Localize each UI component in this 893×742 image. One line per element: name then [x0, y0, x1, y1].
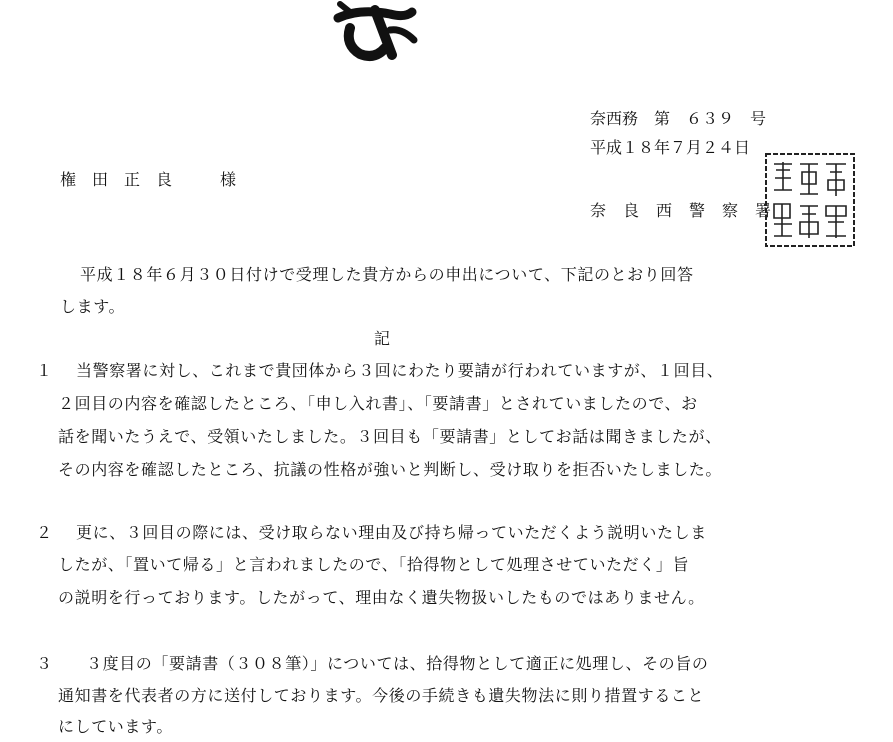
- item-line: にしています。: [58, 717, 173, 736]
- document-number: 奈西務 第 ６３９ 号: [590, 109, 767, 128]
- official-seal-stamp: [760, 150, 860, 250]
- item-line: 当警察署に対し、これまで貴団体から３回にわたり要請が行われていますが、１回目、: [76, 361, 724, 380]
- handwritten-stamp-mark: [330, 0, 420, 62]
- item-number: ３: [36, 654, 53, 673]
- item-number: ２: [36, 523, 53, 542]
- item-line: の説明を行っております。したがって、理由なく遺失物扱いしたものではありません。: [58, 588, 705, 607]
- item-number: １: [36, 361, 53, 380]
- recipient-name: 権 田 正 良 様: [60, 170, 237, 189]
- item-line: したが、「置いて帰る」と言われましたので、「拾得物として処理させていただく」旨: [58, 555, 690, 574]
- item-line: 話を聞いたうえで、受領いたしました。３回目も「要請書」としてお話は聞きましたが、: [58, 427, 722, 446]
- item-line: 更に、３回目の際には、受け取らない理由及び持ち帰っていただくよう説明いたしま: [76, 523, 707, 542]
- intro-line: します。: [60, 297, 126, 316]
- item-line: 通知書を代表者の方に送付しております。今後の手続きも遺失物法に則り措置すること: [58, 686, 705, 705]
- ki-heading: 記: [374, 329, 391, 348]
- document-date: 平成１８年７月２４日: [590, 138, 751, 157]
- sender-name: 奈 良 西 警 察 署: [590, 201, 772, 220]
- intro-line: 平成１８年６月３０日付けで受理した貴方からの申出について、下記のとおり回答: [80, 265, 694, 284]
- item-line: ３度目の「要請書（３０８筆）」については、拾得物として適正に処理し、その旨の: [86, 654, 709, 673]
- item-line: その内容を確認したところ、抗議の性格が強いと判断し、受け取りを拒否いたしました。: [58, 460, 723, 479]
- item-line: ２回目の内容を確認したところ、「申し入れ書」、「要請書」とされていましたので、お: [58, 394, 698, 413]
